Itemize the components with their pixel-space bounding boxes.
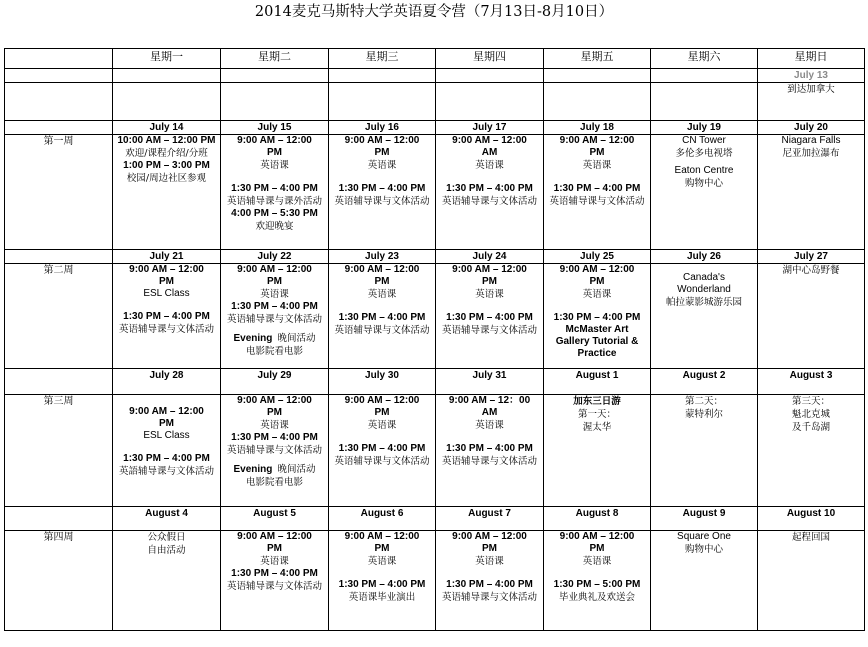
schedule-cell: 9:00 AM – 12:00 PM 英语课 1:30 PM – 4:00 PM 英语课毕业演出 <box>329 531 436 631</box>
date-cell: July 18 <box>544 121 651 135</box>
activity-row <box>5 135 865 250</box>
schedule-cell: 9:00 AM – 12:00 PM 英语课 1:30 PM – 4:00 PM 英语辅导课与文体活动 Evening 晚间活动 电影院看电影 <box>221 264 329 369</box>
weekday-header: 星期五 <box>544 49 651 69</box>
week-label: 第二周 <box>5 264 113 369</box>
activity-row <box>5 83 865 121</box>
date-cell: July 31 <box>436 369 544 395</box>
schedule-cell: Square One 购物中心 <box>651 531 758 631</box>
date-cell: July 25 <box>544 250 651 264</box>
weekday-header: 星期六 <box>651 49 758 69</box>
schedule-cell: CN Tower 多伦多电视塔 Eaton Centre 购物中心 <box>651 135 758 250</box>
week-label: 第四周 <box>5 531 113 631</box>
date-row <box>5 121 865 135</box>
schedule-cell: 第二天： 蒙特利尔 <box>651 395 758 507</box>
schedule-table <box>4 48 865 631</box>
date-cell: July 20 <box>758 121 865 135</box>
date-cell: August 8 <box>544 507 651 531</box>
weekday-header: 星期一 <box>113 49 221 69</box>
date-cell: July 21 <box>113 250 221 264</box>
activity-row <box>5 395 865 507</box>
date-cell: July 19 <box>651 121 758 135</box>
schedule-cell: 9:00 AM – 12:00 PM ESL Class 1:30 PM – 4:00 PM 英语辅导课与文体活动 <box>113 264 221 369</box>
week-label: 第三周 <box>5 395 113 507</box>
date-cell: July 13 <box>758 69 865 83</box>
schedule-cell: 9:00 AM – 12:00 PM ESL Class 1:30 PM – 4:00 PM 英語辅导课与文体活动 <box>113 395 221 507</box>
date-cell: July 24 <box>436 250 544 264</box>
date-row <box>5 69 865 83</box>
date-cell: August 3 <box>758 369 865 395</box>
date-cell: July 29 <box>221 369 329 395</box>
date-cell: July 26 <box>651 250 758 264</box>
weekday-header: 星期四 <box>436 49 544 69</box>
date-cell: July 15 <box>221 121 329 135</box>
date-cell: July 14 <box>113 121 221 135</box>
schedule-cell: 9:00 AM – 12:00 PM 英语课 1:30 PM – 4:00 PM McMaster Art Gallery Tutorial & Practice <box>544 264 651 369</box>
schedule-cell: 9:00 AM – 12:00 PM 英语课 1:30 PM – 4:00 PM 英语辅导课与文体活动 <box>436 264 544 369</box>
schedule-cell: 起程回国 <box>758 531 865 631</box>
schedule-cell: 9:00 AM – 12:00 PM 英语课 1:30 PM – 4:00 PM 英语辅导课与文体活动 <box>329 135 436 250</box>
arrival-cell <box>758 83 865 121</box>
schedule-cell: 湖中心岛野餐 <box>758 264 865 369</box>
schedule-cell: Niagara Falls 尼亚加拉瀑布 <box>758 135 865 250</box>
date-cell: July 16 <box>329 121 436 135</box>
schedule-cell: 加东三日游 第一天： 渥太华 <box>544 395 651 507</box>
schedule-cell: 9:00 AM – 12:00 PM 英语课 1:30 PM – 4:00 PM 英语辅导课与课外活动 4:00 PM – 5:30 PM 欢迎晚宴 <box>221 135 329 250</box>
date-cell: July 27 <box>758 250 865 264</box>
schedule-cell: Canada's Wonderland 帕拉蒙影城游乐园 <box>651 264 758 369</box>
cell-line: 到达加拿大 <box>787 84 835 95</box>
schedule-cell: 9:00 AM – 12:00 PM 英语课 1:30 PM – 4:00 PM 英语辅导课与文体活动 <box>329 395 436 507</box>
weekday-header: 星期三 <box>329 49 436 69</box>
schedule-cell: 9:00 AM – 12:00 PM 英语课 1:30 PM – 4:00 PM 英语辅导课与文体活动 <box>221 531 329 631</box>
date-cell: August 7 <box>436 507 544 531</box>
weekday-header: 星期日 <box>758 49 865 69</box>
schedule-cell: 9:00 AM – 12:00 PM 英语课 1:30 PM – 5:00 PM 毕业典礼及欢送会 <box>544 531 651 631</box>
date-cell: July 28 <box>113 369 221 395</box>
schedule-cell: 9:00 AM – 12:00 AM 英语课 1:30 PM – 4:00 PM 英语辅导课与文体活动 <box>436 135 544 250</box>
weekday-header-row <box>5 49 865 69</box>
schedule-cell: 9:00 AM – 12:00 PM 英语课 1:30 PM – 4:00 PM 英语辅导课与文体活动 <box>544 135 651 250</box>
schedule-cell: 公众假日 自由活动 <box>113 531 221 631</box>
date-row <box>5 507 865 531</box>
schedule-cell: 9:00 AM – 12：00 AM 英语课 1:30 PM – 4:00 PM 英语辅导课与文体活动 <box>436 395 544 507</box>
date-cell: July 22 <box>221 250 329 264</box>
corner-cell <box>5 49 113 69</box>
activity-row <box>5 264 865 369</box>
date-cell: August 10 <box>758 507 865 531</box>
date-row <box>5 369 865 395</box>
date-cell: August 2 <box>651 369 758 395</box>
page-title: 2014麦克马斯特大学英语夏令营（7月13日-8月10日） <box>254 4 614 20</box>
date-cell: August 9 <box>651 507 758 531</box>
weekday-header: 星期二 <box>221 49 329 69</box>
date-cell: July 30 <box>329 369 436 395</box>
date-row <box>5 250 865 264</box>
schedule-cell: 9:00 AM – 12:00 PM 英语课 1:30 PM – 4:00 PM 英语辅导课与文体活动 <box>329 264 436 369</box>
date-cell: August 6 <box>329 507 436 531</box>
date-cell: August 5 <box>221 507 329 531</box>
schedule-cell: 10:00 AM – 12:00 PM 欢迎/课程介绍/分班 1:00 PM – 3:00 PM 校园/周边社区参观 <box>113 135 221 250</box>
date-cell: July 17 <box>436 121 544 135</box>
week-label: 第一周 <box>5 135 113 250</box>
date-cell: August 4 <box>113 507 221 531</box>
schedule-cell: 9:00 AM – 12:00 PM 英语课 1:30 PM – 4:00 PM 英语辅导课与文体活动 <box>436 531 544 631</box>
schedule-cell: 9:00 AM – 12:00 PM 英语课 1:30 PM – 4:00 PM 英语辅导课与文体活动 Evening 晚间活动 电影院看电影 <box>221 395 329 507</box>
date-cell: July 23 <box>329 250 436 264</box>
activity-row <box>5 531 865 631</box>
schedule-cell: 第三天： 魁北克城 及千岛湖 <box>758 395 865 507</box>
date-cell: August 1 <box>544 369 651 395</box>
